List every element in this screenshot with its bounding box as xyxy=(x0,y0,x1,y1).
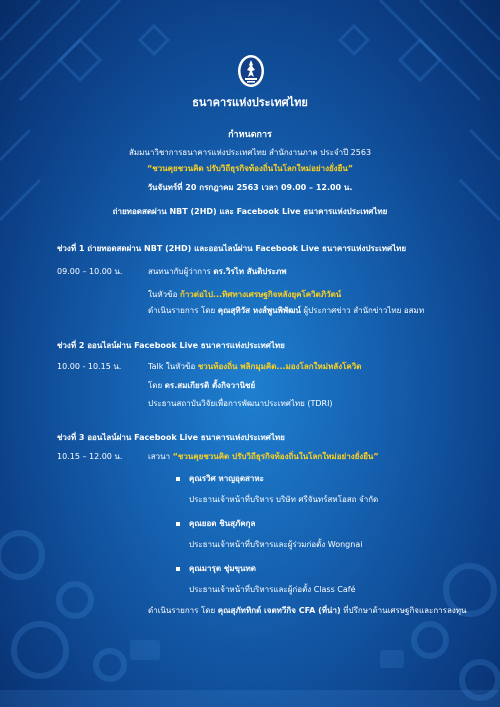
bullet-icon xyxy=(176,477,180,481)
session-1-time: 09.00 – 10.00 น. xyxy=(57,267,123,276)
session-3-time: 10.15 – 12.00 น. xyxy=(57,452,123,461)
seminar-date-time: วันจันทร์ที่ 20 กรกฎาคม 2563 เวลา 09.00 – 12.00 น. xyxy=(147,183,353,192)
session-1-moderator xyxy=(148,306,424,316)
session-2-title: ช่วงที่ 2 ออนไลน์ผ่าน Facebook Live ธนาคารแห่งประเทศไทย xyxy=(57,341,285,350)
moderator-name: คุณสุทิวัส หงส์พูนพิพัฒน์ xyxy=(217,306,301,315)
topic-prefix: ในหัวข้อ xyxy=(148,290,180,299)
panelist-3-name: คุณมารุต ชุ่มขุนทด xyxy=(189,564,256,573)
interview-prefix: สนทนากับผู้ว่าการ xyxy=(148,267,214,276)
session-2-talk xyxy=(148,362,361,372)
session-1-title: ช่วงที่ 1 ถ่ายทอดสดผ่าน NBT (2HD) และออนไลน์ผ่าน Facebook Live ธนาคารแห่งประเทศไทย xyxy=(57,244,407,253)
session-3-moderator xyxy=(148,606,467,616)
session-1-topic xyxy=(148,290,341,300)
session-2-speaker xyxy=(148,381,255,391)
bullet-icon xyxy=(176,567,180,571)
session-2-time: 10.00 - 10.15 น. xyxy=(57,362,122,371)
session-2-speaker-role: ประธานสถาบันวิจัยเพื่อการพัฒนาประเทศไทย (TDRI) xyxy=(148,399,333,408)
governor-name: ดร.วิรไท สันติประภพ xyxy=(213,267,287,276)
speaker-name: ดร.สมเกียรติ ตั้งกิจวานิชย์ xyxy=(164,381,256,390)
by-prefix: โดย xyxy=(148,381,165,390)
panelist-1-name: คุณรวิศ หาญอุตสาหะ xyxy=(189,474,264,483)
moderator-role: ผู้ประกาศข่าว สำนักข่าวไทย อสมท xyxy=(300,306,425,315)
seminar-theme: “ชวนคุยชวนคิด ปรับวิถีธุรกิจท้องถิ่นในโลกใหม่อย่างยั่งยืน” xyxy=(147,164,353,173)
bullet-icon xyxy=(176,522,180,526)
talk-prefix: Talk ในหัวข้อ xyxy=(148,362,198,371)
panelist-2-role: ประธานเจ้าหน้าที่บริหารและผู้ร่วมก่อตั้ง Wongnai xyxy=(189,540,363,549)
session-3-forum xyxy=(148,452,379,462)
session-1-topic-title: ก้าวต่อไป...ทิศทางเศรษฐกิจหลังยุคโควิดภิวัตน์ xyxy=(179,290,342,299)
session-3-forum-topic: “ชวนคุยชวนคิด ปรับวิถีธุรกิจท้องถิ่นในโลกใหม่อย่างยั่งยืน” xyxy=(172,452,379,461)
bank-emblem-logo xyxy=(236,53,266,89)
session-2-talk-topic: ชวนท้องถิ่น พลิกมุมคิด...มองโลกใหม่หลังโควิด xyxy=(197,362,362,371)
moderator-prefix: ดำเนินรายการ โดย xyxy=(148,606,218,615)
panelist-2-name: คุณยอด ชินสุภัคกุล xyxy=(189,519,256,528)
moderator-role: ที่ปรึกษาด้านเศรษฐกิจและการลงทุน xyxy=(340,606,467,615)
session-1-interview xyxy=(148,267,287,277)
moderator-name: คุณสุภัททิกต์ เจตทวีกิจ CFA (ที่น่า) xyxy=(217,606,341,615)
session-3-title: ช่วงที่ 3 ออนไลน์ผ่าน Facebook Live ธนาคารแห่งประเทศไทย xyxy=(57,433,285,442)
schedule-heading: กำหนดการ xyxy=(228,130,272,140)
forum-prefix: เสวนา xyxy=(148,452,173,461)
broadcast-info: ถ่ายทอดสดผ่าน NBT (2HD) และ Facebook Live ธนาคารแห่งประเทศไทย xyxy=(112,207,388,216)
panelist-1-role: ประธานเจ้าหน้าที่บริหาร บริษัท ศรีจันทร์สหโอสถ จำกัด xyxy=(189,495,379,504)
panelist-3-role: ประธานเจ้าหน้าที่บริหารและผู้ก่อตั้ง Class Café xyxy=(189,585,356,594)
moderator-prefix: ดำเนินรายการ โดย xyxy=(148,306,218,315)
seminar-subtitle: สัมมนาวิชาการธนาคารแห่งประเทศไทย สำนักงานภาค ประจำปี 2563 xyxy=(128,148,372,157)
bank-name: ธนาคารแห่งประเทศไทย xyxy=(192,96,308,109)
